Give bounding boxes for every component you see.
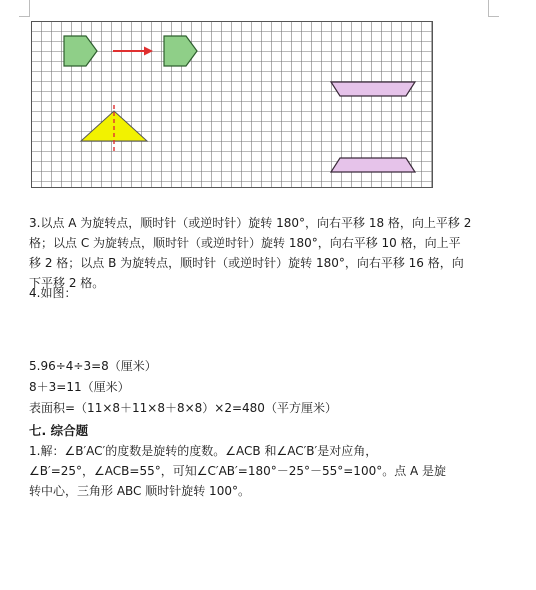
answer-3-line-4: 下平移 2 格。: [29, 276, 105, 290]
answer-7-1-line-2: ∠B′=25°，∠ACB=55°，可知∠C′AB′=180°－25°－55°=100°。点 A 是旋: [29, 464, 447, 478]
answer-4: [29, 283, 499, 303]
trapezoid-top: [331, 82, 415, 96]
trapezoid-bottom: [331, 158, 415, 172]
answer-7-1-line-3: 转中心，三角形 ABC 顺时针旋转 100°。: [29, 484, 250, 498]
answer-7-1: [29, 441, 499, 501]
answer-5-line-2: 8＋3=11（厘米）: [29, 380, 130, 394]
answer-5-line-3: 表面积=（11×8＋11×8＋8×8）×2=480（平方厘米）: [29, 401, 337, 415]
answer-5: [29, 356, 499, 419]
margin-corner-mark: [488, 0, 499, 17]
answer-5-line-1: 5.96÷4÷3=8（厘米）: [29, 359, 157, 373]
margin-corner-mark: [19, 0, 30, 17]
grid-figure: [31, 21, 433, 188]
answer-7-1-line-1: 1.解：∠B′AC′的度数是旋转的度数。∠ACB 和∠AC′B′是对应角，: [29, 444, 378, 458]
answer-3-line-1: 3.以点 A 为旋转点，顺时针（或逆时针）旋转 180°，向右平移 18 格，向上平移 2: [29, 216, 472, 230]
answer-3-line-3: 移 2 格；以点 B 为旋转点，顺时针（或逆时针）旋转 180°，向右平移 16 格，向: [29, 256, 464, 270]
answer-3: [29, 213, 499, 293]
answer-4-line-1: 4.如图：: [29, 286, 77, 300]
section-7-heading: [29, 421, 499, 441]
section-7-title: 七. 综合题: [29, 423, 89, 438]
answer-3-line-2: 格；以点 C 为旋转点，顺时针（或逆时针）旋转 180°，向右平移 10 格，向上平: [29, 236, 461, 250]
